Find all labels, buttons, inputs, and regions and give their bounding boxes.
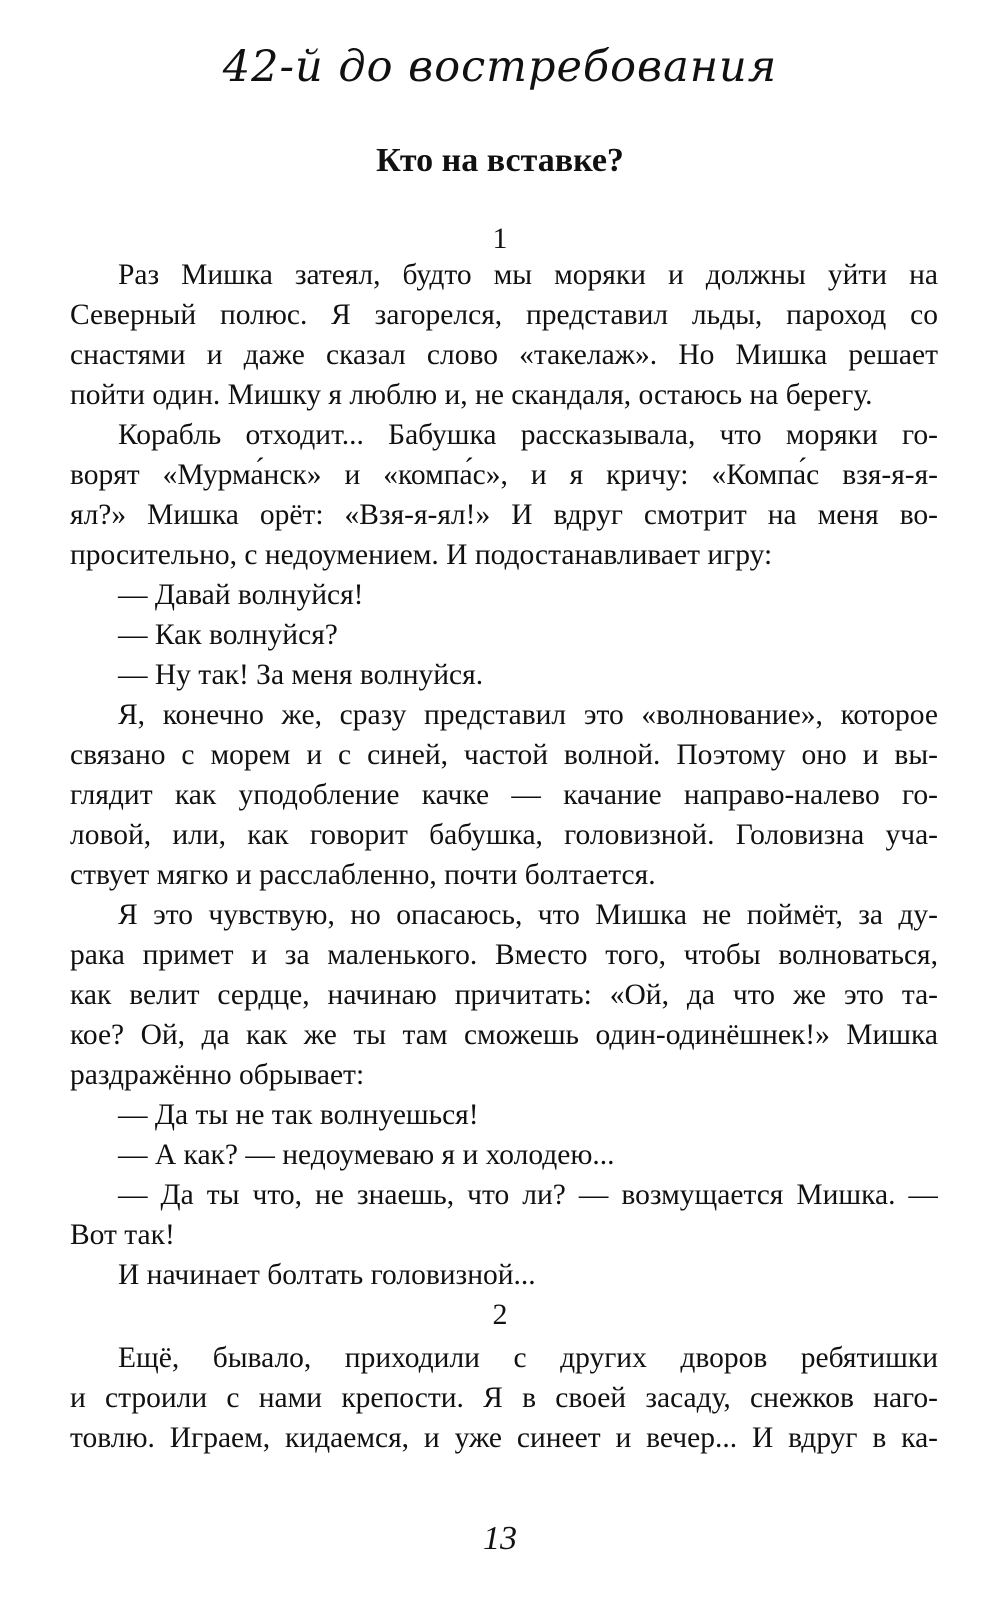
page-number: 13: [483, 1520, 517, 1557]
section-1-text: [70, 255, 938, 1295]
dialogue-line: — Как волнуйся?: [118, 619, 338, 651]
chapter-title: Кто на вставке?: [376, 142, 624, 179]
text-line: Корабль отходит... Бабушка рассказывала, что моряки го-: [118, 419, 938, 451]
text-line: как велит сердце, начинаю причитать: «Ой, да что же это та-: [70, 979, 938, 1011]
text-line: просительно, с недоумением. И подостанавливает игру:: [70, 539, 773, 571]
section-number-2: 2: [492, 1298, 508, 1331]
text-line: рака примет и за маленького. Вместо того, чтобы волноваться,: [70, 939, 938, 971]
text-line: товлю. Играем, кидаемся, и уже синеет и вечер... И вдруг в ка-: [70, 1422, 938, 1454]
text-line: ловой, или, как говорит бабушка, головизной. Головизна уча-: [70, 819, 938, 851]
text-line: Северный полюс. Я загорелся, представил льды, пароход со: [70, 299, 938, 331]
text-line: пойти один. Мишку я люблю и, не скандаля, остаюсь на берегу.: [70, 379, 873, 411]
text-line: Я это чувствую, но опасаюсь, что Мишка не поймёт, за ду-: [118, 899, 938, 931]
text-line: ствует мягко и расслабленно, почти болтается.: [70, 859, 656, 891]
text-line: Я, конечно же, сразу представил это «волнование», которое: [118, 699, 938, 731]
text-line: Ещё, бывало, приходили с других дворов ребятишки: [118, 1342, 938, 1374]
section-number-1: 1: [492, 222, 508, 255]
text-line: ял?» Мишка орёт: «Взя-я-ял!» И вдруг смотрит на меня во-: [70, 499, 938, 531]
text-line: И начинает болтать головизной...: [118, 1259, 536, 1291]
text-line: раздражённо обрывает:: [70, 1059, 365, 1091]
text-line: связано с морем и с синей, частой волной. Поэтому оно и вы-: [70, 739, 938, 771]
text-line: и строили с нами крепости. Я в своей засаду, снежков наго-: [70, 1382, 938, 1414]
dialogue-line: — Давай волнуйся!: [118, 579, 364, 611]
text-line: глядит как уподобление качке — качание направо-налево го-: [70, 779, 938, 811]
running-title: 42-й до востребования: [222, 42, 778, 92]
text-line: кое? Ой, да как же ты там сможешь один-одинёшнек!» Мишка: [70, 1019, 938, 1051]
text-line: ворят «Мурма́нск» и «компа́с», и я кричу: «Компа́с взя-я-я-: [70, 459, 938, 491]
dialogue-line: — А как? — недоумеваю я и холодею...: [118, 1139, 615, 1171]
text-line: снастями и даже сказал слово «такелаж». Но Мишка решает: [70, 339, 938, 371]
dialogue-line: — Да ты не так волнуешься!: [118, 1099, 479, 1131]
text-line: Вот так!: [70, 1219, 175, 1251]
dialogue-line: — Да ты что, не знаешь, что ли? — возмущается Мишка. —: [118, 1179, 938, 1211]
dialogue-line: — Ну так! За меня волнуйся.: [118, 659, 484, 691]
text-line: Раз Мишка затеял, будто мы моряки и должны уйти на: [118, 259, 938, 291]
section-2-text: [70, 1338, 938, 1458]
